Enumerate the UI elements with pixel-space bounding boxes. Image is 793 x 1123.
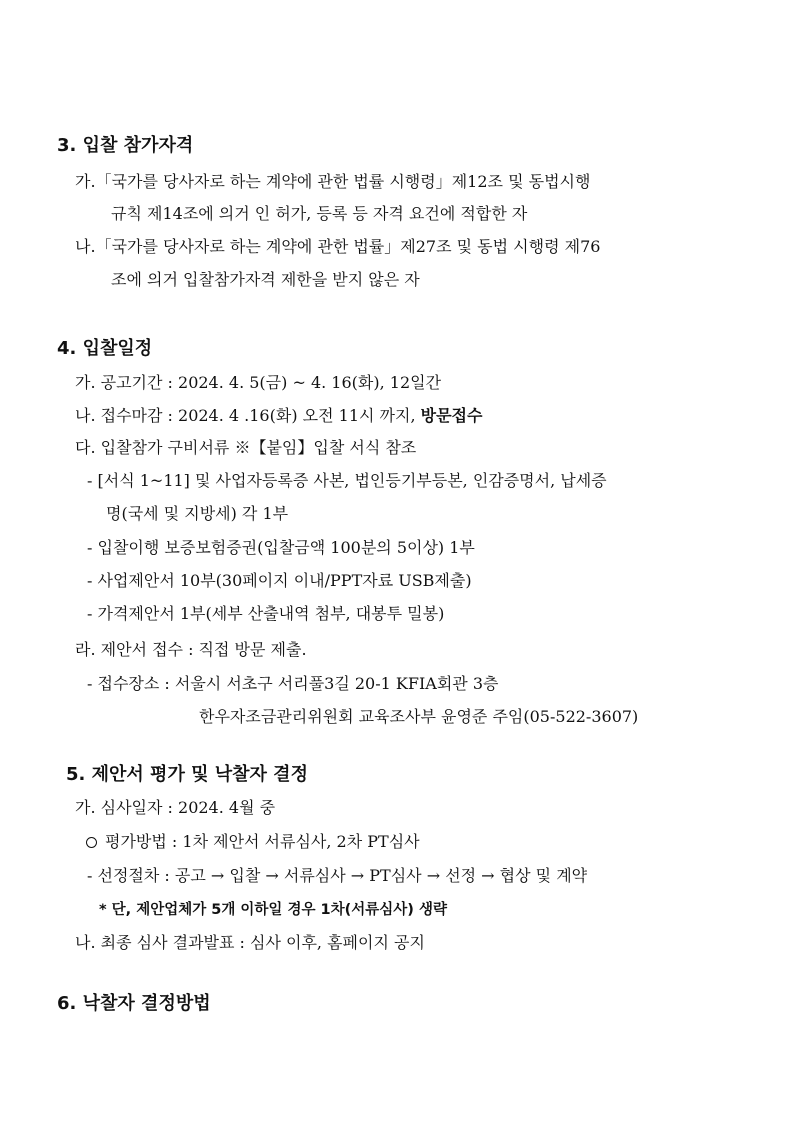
section-6-heading: 6. 낙찰자 결정방법 [57, 993, 211, 1014]
section-5-item-na: 나. 최종 심사 결과발표 : 심사 이후, 홈페이지 공지 [75, 933, 425, 952]
section-4-item-ga: 가. 공고기간 : 2024. 4. 5(금) ~ 4. 16(화), 12일간 [75, 373, 442, 392]
section-3-heading: 3. 입찰 참가자격 [57, 135, 194, 156]
section-4-item-na-text: 나. 접수마감 : 2024. 4 .16(화) 오전 11시 까지, [75, 406, 421, 425]
section-4-sub4: - 가격제안서 1부(세부 산출내역 첨부, 대봉투 밀봉) [87, 604, 445, 623]
visit-submission-emphasis: 방문접수 [420, 406, 483, 425]
section-5-item-ga: 가. 심사일자 : 2024. 4월 중 [75, 798, 276, 817]
section-4-sub1-line1: - [서식 1~11] 및 사업자등록증 사본, 법인등기부등본, 인감증명서, 납세증 [87, 471, 607, 490]
section-3-item-ga-line2: 규칙 제14조에 의거 인 허가, 등록 등 자격 요건에 적합한 자 [111, 204, 528, 223]
section-4-sub5-line2: 한우자조금관리위원회 교육조사부 윤영준 주임(05-522-3607) [199, 707, 639, 726]
section-4-sub2: - 입찰이행 보증보험증권(입찰금액 100분의 5이상) 1부 [87, 538, 475, 557]
section-5-eval-method-text: 평가방법 : 1차 제안서 서류심사, 2차 PT심사 [105, 832, 420, 851]
section-5-heading: 5. 제안서 평가 및 낙찰자 결정 [66, 764, 308, 785]
section-4-sub1-line2: 명(국세 및 지방세) 각 1부 [106, 504, 289, 523]
section-4-sub3: - 사업제안서 10부(30페이지 이내/PPT자료 USB제출) [87, 571, 472, 590]
section-4-item-na [75, 405, 482, 427]
section-4-heading: 4. 입찰일정 [57, 338, 153, 359]
circle-bullet-icon [86, 837, 97, 848]
section-3-item-na-line1: 나.「국가를 당사자로 하는 계약에 관한 법률」제27조 및 동법 시행령 제76 [75, 237, 601, 256]
section-4-sub5-line1: - 접수장소 : 서울시 서초구 서리풀3길 20-1 KFIA회관 3층 [87, 674, 499, 693]
section-3-item-ga-line1: 가.「국가를 당사자로 하는 계약에 관한 법률 시행령」제12조 및 동법시행 [75, 172, 591, 191]
section-5-note: * 단, 제안업체가 5개 이하일 경우 1차(서류심사) 생략 [99, 902, 447, 918]
section-4-item-ra: 라. 제안서 접수 : 직접 방문 제출. [75, 640, 307, 659]
section-5-eval-method [86, 831, 420, 853]
section-5-procedure: - 선정절차 : 공고 → 입찰 → 서류심사 → PT심사 → 선정 → 협상 및 계약 [87, 866, 588, 885]
section-3-item-na-line2: 조에 의거 입찰참가자격 제한을 받지 않은 자 [111, 270, 420, 289]
section-4-item-da: 다. 입찰참가 구비서류 ※【붙임】입찰 서식 참조 [75, 438, 417, 457]
